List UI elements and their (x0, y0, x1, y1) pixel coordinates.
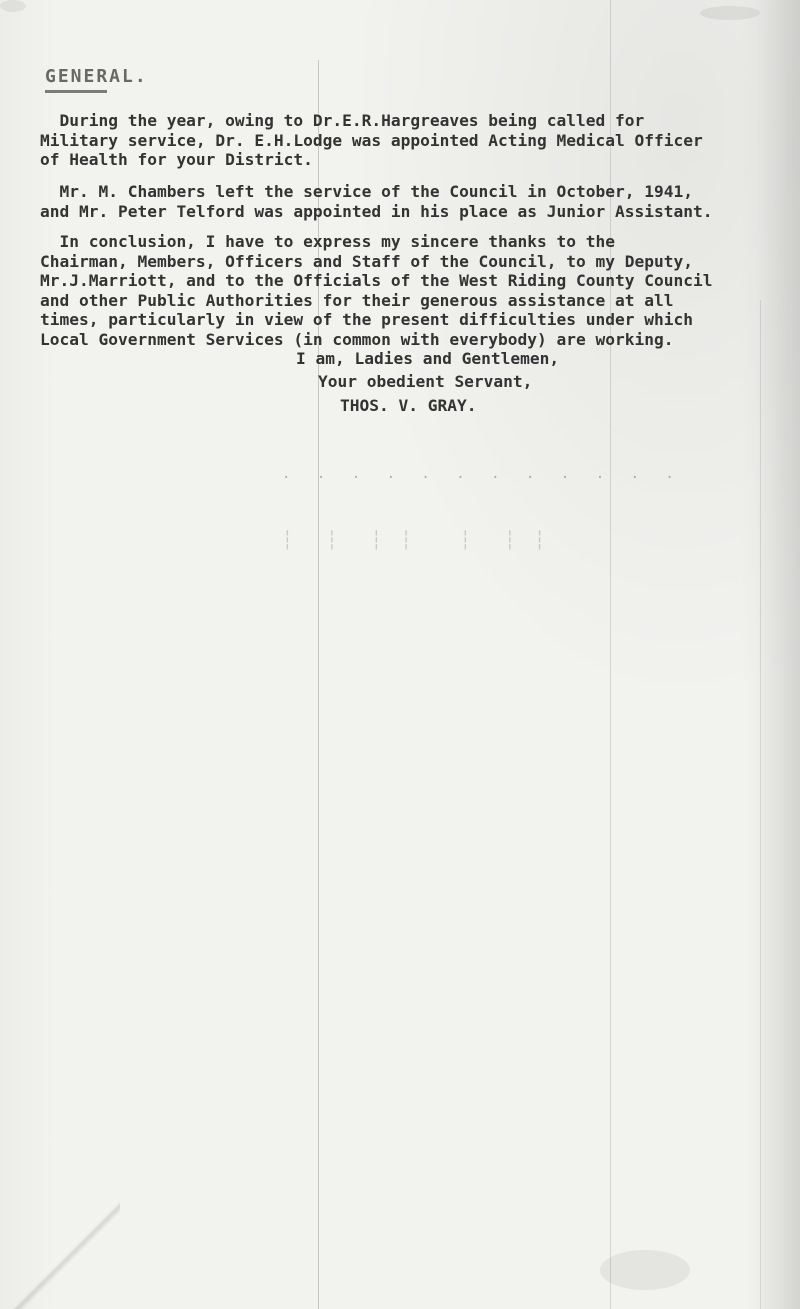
ink-smudge (700, 6, 760, 20)
ink-smudge (0, 0, 26, 12)
closing-salutation: I am, Ladies and Gentlemen, (296, 349, 560, 368)
bleed-through-marks: · · · · · · · · · · · · (282, 470, 683, 486)
closing-valediction: Your obedient Servant, (318, 372, 533, 391)
heading-underline (45, 90, 107, 93)
paragraph-conclusion-thanks: In conclusion, I have to express my sincere thanks to the Chairman, Members, Officers and Staff of the Council, to my Deputy, Mr.J.Marriott, and to the Officials of the West Riding County Council and other Public Authorities for their generous assistance at all times, particularly in view of the present difficulties under which Local Government Services (in common with everybody) are working. (40, 232, 713, 349)
section-heading: GENERAL. (45, 66, 148, 87)
ink-smudge (600, 1250, 690, 1290)
paragraph-staff-changes: Mr. M. Chambers left the service of the Council in October, 1941, and Mr. Peter Telford was appointed in his place as Junior Assistant. (40, 182, 713, 221)
page-corner-crease (0, 1189, 120, 1309)
bleed-through-marks: ┆ ┆ ┆ ┆ ┆ ┆ ┆ (282, 530, 550, 551)
signature-name: THOS. V. GRAY. (340, 396, 477, 415)
paragraph-acting-medical-officer: During the year, owing to Dr.E.R.Hargreaves being called for Military service, Dr. E.H.Lodge was appointed Acting Medical Officer of Health for your District. (40, 111, 703, 169)
